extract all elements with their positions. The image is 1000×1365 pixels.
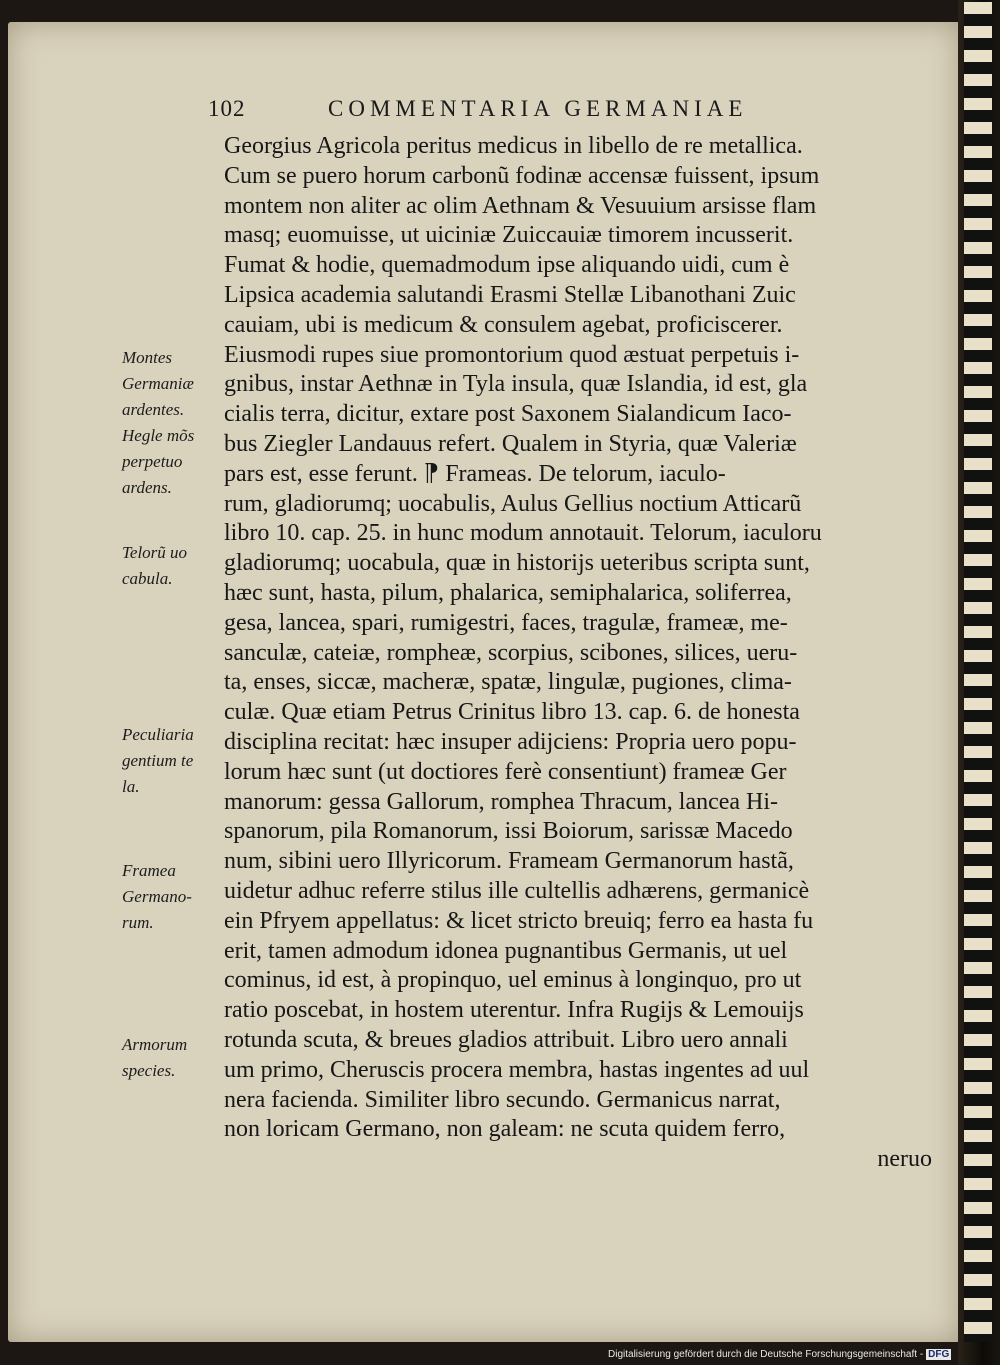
text-line: montem non aliter ac olim Aethnam & Vesuuium arsisse flam: [224, 192, 817, 219]
marginal-note-line: Hegle mõs: [122, 426, 195, 445]
text-line: gladiorumq; uocabula, quæ in historijs ueteribus scripta sunt,: [224, 550, 810, 577]
marginal-note-line: ardens.: [122, 478, 172, 497]
marginal-note: [122, 722, 226, 800]
text-line: disciplina recitat: hæc insuper adijciens: Propria uero popu-: [224, 728, 797, 755]
marginal-note-line: perpetuo: [122, 452, 183, 471]
text-line: uidetur adhuc referre stilus ille cultellis adhærens, germanicè: [224, 877, 810, 904]
text-line: manorum: gessa Gallorum, romphea Thracum, lancea Hi-: [224, 788, 779, 815]
text-line: gesa, lancea, spari, rumigestri, faces, tragulæ, frameæ, me-: [224, 609, 788, 636]
text-line: masq; euomuisse, ut uiciniæ Zuiccauiæ timorem incusserit.: [224, 222, 794, 249]
marginal-note-line: Germaniæ: [122, 374, 194, 393]
marginal-note-line: rum.: [122, 913, 154, 932]
marginal-note: [122, 1032, 226, 1084]
marginal-note-line: Telorũ uo: [122, 543, 188, 562]
scale-ruler: [964, 2, 992, 1342]
text-line: Lipsica academia salutandi Erasmi Stellæ Libanothani Zuic: [224, 281, 796, 308]
text-line: sanculæ, cateiæ, rompheæ, scorpius, scibones, silices, ueru-: [224, 639, 798, 666]
catchword: neruo: [877, 1146, 932, 1173]
text-line: ratio poscebat, in hostem uterentur. Infra Rugijs & Lemouijs: [224, 997, 804, 1024]
marginal-note-line: Peculiaria: [122, 725, 194, 744]
text-line: rum, gladiorumq; uocabulis, Aulus Gellius noctium Atticarũ: [224, 490, 802, 517]
text-line: Eiusmodi rupes siue promontorium quod æstuat perpetuis i-: [224, 341, 800, 368]
text-line: um primo, Cheruscis procera membra, hastas ingentes ad uul: [224, 1056, 810, 1083]
marginal-note-line: Framea: [122, 861, 176, 880]
digitization-credit: [608, 1349, 951, 1360]
marginal-note-line: Germano-: [122, 887, 192, 906]
text-line: spanorum, pila Romanorum, issi Boiorum, sarissæ Macedo: [224, 818, 793, 845]
text-line: libro 10. cap. 25. in hunc modum annotauit. Telorum, iaculoru: [224, 520, 822, 547]
marginal-note-line: Armorum: [122, 1035, 188, 1054]
text-line: gnibus, instar Aethnæ in Tyla insula, quæ Islandia, id est, gla: [224, 371, 808, 398]
text-line: ein Pfryem appellatus: & licet stricto breuiq; ferro ea hasta fu: [224, 907, 814, 934]
page-number: 102: [208, 96, 246, 121]
marginal-note: [122, 345, 226, 501]
text-line: Cum se puero horum carbonũ fodinæ accensæ fuissent, ipsum: [224, 162, 820, 189]
text-line: Fumat & hodie, quemadmodum ipse aliquando uidi, cum è: [224, 252, 790, 279]
credit-text: Digitalisierung gefördert durch die Deutsche Forschungsgemeinschaft -: [608, 1349, 924, 1360]
text-line: ta, enses, siccæ, macheræ, spatæ, lingulæ, pugiones, clima-: [224, 669, 792, 696]
text-line: non loricam Germano, non galeam: ne scuta quidem ferro,: [224, 1116, 786, 1143]
body-text: [224, 132, 944, 1175]
text-line: Georgius Agricola peritus medicus in libello de re metallica.: [224, 133, 803, 159]
marginal-note-line: la.: [122, 777, 140, 796]
text-line: rotunda scuta, & breues gladios attribuit. Libro uero annali: [224, 1026, 788, 1053]
text-line: pars est, esse ferunt. ⁋ Frameas. De telorum, iaculo-: [224, 460, 726, 487]
running-title: COMMENTARIA GERMANIAE: [328, 96, 748, 121]
marginal-note-line: ardentes.: [122, 400, 185, 419]
marginal-note-line: cabula.: [122, 569, 173, 588]
marginal-note-line: gentium te: [122, 751, 194, 770]
marginal-note: [122, 540, 226, 592]
marginal-note-line: Montes: [122, 348, 173, 367]
text-line: bus Ziegler Landauus refert. Qualem in Styria, quæ Valeriæ: [224, 430, 797, 457]
dfg-logo: DFG: [928, 1349, 950, 1360]
text-line: nera facienda. Similiter libro secundo. Germanicus narrat,: [224, 1086, 781, 1113]
marginal-note: [122, 858, 226, 936]
text-line: cialis terra, dicitur, extare post Saxonem Sialandicum Iaco-: [224, 401, 792, 428]
text-line: cominus, id est, à propinquo, uel eminus à longinquo, pro ut: [224, 967, 802, 994]
text-line: lorum hæc sunt (ut doctiores ferè consentiunt) frameæ Ger: [224, 758, 787, 785]
text-line: erit, tamen admodum idonea pugnantibus Germanis, ut uel: [224, 937, 788, 964]
text-line: num, sibini uero Illyricorum. Frameam Germanorum hastã,: [224, 848, 794, 875]
text-line: hæc sunt, hasta, pilum, phalarica, semiphalarica, soliferrea,: [224, 579, 792, 606]
marginal-note-line: species.: [122, 1061, 176, 1080]
text-line: culæ. Quæ etiam Petrus Crinitus libro 13. cap. 6. de honesta: [224, 699, 800, 726]
text-line: cauiam, ubi is medicum & consulem agebat, proficiscerer.: [224, 311, 783, 338]
running-header: [208, 96, 828, 126]
